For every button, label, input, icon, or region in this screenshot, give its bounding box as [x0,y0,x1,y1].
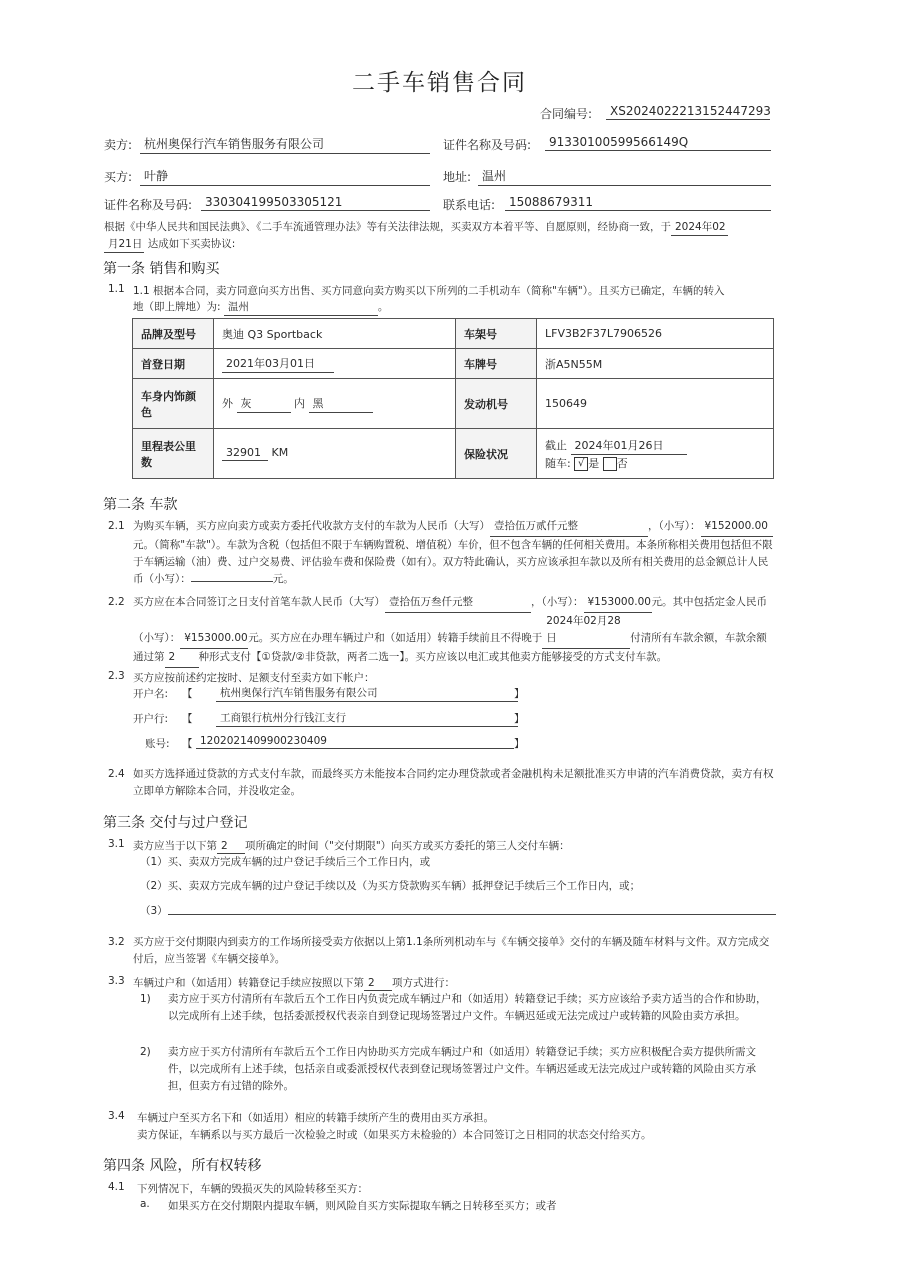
buyer-label: 买方: [104,170,133,184]
p33-a: 车辆过户和（如适用）转籍登记手续应按照以下第 [133,977,364,989]
ins-until: 2024年01月26日 [571,437,687,455]
vin-value: LFV3B2F37L7906526 [537,319,774,349]
p22-deposit: ¥153000.00 [180,630,248,649]
plate-value: 浙A5N55M [537,349,774,379]
p24-num: 2.4 [108,768,125,780]
ins-no-label: 否 [616,456,628,470]
p33-item-2-num: 2) [140,1046,151,1058]
seller-id-label: 证件名称及号码: [443,138,532,152]
acct-name: 杭州奥保行汽车销售服务有限公司 [216,685,518,702]
ins-with-prefix: 随车: [545,456,571,470]
mileage-cell [214,429,456,479]
contract-title: 二手车销售合同 [352,70,527,96]
p22-num: 2.2 [108,596,125,608]
brand-label: 品牌及型号 [133,319,214,349]
contract-no-label: 合同编号: [540,107,593,121]
section-4-heading: 第四条 风险，所有权转移 [103,1158,262,1174]
buyer-addr-label: 地址: [443,170,472,184]
section-2-heading: 第二条 车款 [103,497,178,513]
preamble-date-2: 月21日 [104,236,144,253]
color-label: 车身内饰颜色 [133,379,214,429]
bank-bracket-open: 【 [182,713,193,725]
preamble-text: 根据《中华人民共和国民法典》、《二手车流通管理办法》等有关法律法规，买卖双方本着平等、自愿原则，经协商一致，于 [104,221,671,233]
p21-amount-cn: 壹拾伍万贰仟元整 [490,518,648,537]
seller-label: 卖方: [104,138,133,152]
p34-b: 卖方保证，车辆系以与买方最后一次检验之时或（如果买方未检验的）本合同签订之日相同的状态交付给买方。 [137,1129,652,1141]
preamble [104,219,728,236]
ext-color: 灰 [237,395,291,413]
bank-name: 工商银行杭州分行钱江支行 [216,710,518,727]
acct-name-bracket-close: 】 [514,688,525,700]
preamble-text-2: 达成如下买卖协议: [147,238,236,250]
p22-a: 买方应在本合同签订之日支付首笔车款人民币（大写） [133,596,385,608]
int-prefix: 内 [294,396,305,410]
p22-amount: ¥153000.00 [584,594,652,613]
section-3-heading: 第三条 交付与过户登记 [103,815,248,831]
seller-id-value: 91330100599566149Q [545,135,771,151]
buyer-id-value: 330304199503305121 [201,195,430,211]
p33-item-1: 卖方应于买方付清所有车款后五个工作日内负责完成车辆过户和（如适用）转籍登记手续；买方应该给予卖方适当的合作和协助，以完成所有上述手续，包括委派授权代表亲自到登记现场签署过户文件。车辆迟延或无法完成过户或转籍的风险由卖方承担。 [168,993,767,1022]
p33-b: 项方式进行： [392,977,455,989]
p41-a-num: a. [140,1198,150,1210]
p33-line [133,975,455,991]
ins-until-prefix: 截止 [545,438,567,452]
p31-a: 卖方应当于以下第 [133,840,217,852]
p21-c: 元。（简称"车款"）。车款为含税（包括但不限于车辆购置税、增值税）车价，但不包含车辆的任何相关费用。本条所称相关费用包括但不限于车辆运输（油）费、过户交易费、评估验车费和保险费（如有）。双方特此确认，买方应该承担车款以及所有相关费用的总金额总计人民币（小写）： [133,539,773,585]
p32-text: 买方应于交付期限内到卖方的工作场所接受卖方依据以上第1.1条所列机动车与《车辆交接单》交付的车辆及随车材料与文件。双方完成交付后，应当签署《车辆交接单》。 [133,936,770,965]
acct-no-label: 账号: [145,738,170,750]
p22-f: 种形式支付【①贷款/②非贷款，两者二选一】。买方应该以电汇或其他卖方能够接受的方式支付车款。 [198,651,668,663]
buyer-phone-value: 15088679311 [505,195,771,211]
buyer-name: 叶静 [140,167,430,186]
insurance-label: 保险状况 [456,429,537,479]
p34-a: 车辆过户至买方名下和（如适用）相应的转籍手续所产生的费用由买方承担。 [137,1112,494,1124]
p31-option-3: （3） [140,905,168,917]
p33-num: 3.3 [108,975,125,987]
p23-text: 买方应按前述约定按时、足额支付至卖方如下帐户： [133,672,375,684]
reg-date-label: 首登日期 [133,349,214,379]
p22-method: 2 [165,649,199,668]
p21-d: 元。 [272,573,294,585]
p31-choice: 2 [217,840,245,854]
p21-amount: ¥152000.00 [701,518,773,537]
p21-b: ，（小写）： [648,520,701,532]
p22-b: ，（小写）： [531,596,584,608]
insurance-cell [537,429,774,479]
s1-place-line: 地（即上牌地）为: 温州 。 [133,299,388,316]
contract-no-value: XS20240222131524472​93 [606,104,770,120]
p31-num: 3.1 [108,838,125,850]
p21-total-blank [191,580,273,582]
p31-option-3-blank [168,914,776,915]
p23-num: 2.3 [108,670,125,682]
mileage-unit: KM [271,446,289,459]
vehicle-table [132,318,774,479]
engine-label: 发动机号 [456,379,537,429]
p41-text: 下列情况下，车辆的毁损灭失的风险转移至买方： [137,1183,368,1195]
plate-label: 车牌号 [456,349,537,379]
buyer-id-label: 证件名称及号码: [104,198,193,212]
bank-label: 开户行: [133,713,169,725]
int-color: 黑 [309,395,373,413]
acct-no-bracket-open: 【 [182,738,193,750]
ext-prefix: 外 [222,396,233,410]
preamble-line-2 [104,236,235,253]
buyer-phone-label: 联系电话: [443,198,496,212]
p41-num: 4.1 [108,1181,125,1193]
p22-e: 付清所有车款余额，车款余额通过第 [133,632,767,663]
p31-option-2: （2）买、卖双方完成车辆的过户登记手续以及（为买方贷款购买车辆）抵押登记手续后三个工作日内，或； [140,880,641,892]
color-cell [214,379,456,429]
mileage-label: 里程表公里数 [133,429,214,479]
mileage-value: 32901 [222,446,268,461]
p22-date: 2024年02月28日 [542,613,630,649]
buyer-addr-value: 温州 [478,167,771,186]
preamble-date-1: 2024年02 [671,219,728,236]
s1-place-label: 地（即上牌地）为: [133,301,221,313]
p22-amount-cn: 壹拾伍万叁仟元整 [385,594,531,613]
section-1-heading: 第一条 销售和购买 [103,261,220,277]
vin-label: 车架号 [456,319,537,349]
ins-no-checkbox[interactable] [603,457,617,471]
p33-item-1-num: 1) [140,993,151,1005]
p31-line [133,838,570,854]
reg-date-value: 2021年03月01日 [222,355,334,373]
s1-place: 温州 [224,299,378,316]
p33-item-2: 卖方应于买方付清所有车款后五个工作日内协助买方完成车辆过户和（如适用）转籍登记手续；买方应积极配合卖方提供所需文件，以完成所有上述手续，包括亲自或委派授权代表到登记现场签署过户文件。车辆迟延或无法完成过户或转籍的风险由买方承担，但卖方有过错的除外。 [168,1046,756,1092]
p21 [133,518,775,588]
ins-yes-checkbox[interactable]: √ [574,457,588,471]
p41-a-text: 如果买方在交付期限内提取车辆，则风险自买方实际提取车辆之日转移至买方；或者 [168,1200,557,1212]
engine-value: 150649 [537,379,774,429]
p21-a: 为购买车辆，买方应向卖方或卖方委托代收款方支付的车款为人民币（大写） [133,520,490,532]
acct-no-bracket-close: 】 [514,738,525,750]
p33-choice: 2 [364,977,392,991]
acct-no: 1202021409900230409 [196,735,514,749]
p34-num: 3.4 [108,1110,125,1122]
p22 [133,594,775,668]
bank-bracket-close: 】 [514,713,525,725]
p22-c: 元。其中包括定金人民币（小写）： [133,596,767,644]
p31-option-1: （1）买、卖双方完成车辆的过户登记手续后三个工作日内，或 [140,856,431,868]
acct-name-label: 开户名: [133,688,169,700]
p22-d: 元。买方应在办理车辆过户和（如适用）转籍手续前且不得晚于 [248,632,543,644]
s1-text: 1.1 根据本合同，卖方同意向买方出售、买方同意向卖方购买以下所列的二手机动车（简称"车辆"）。且买方已确定，车辆的转入 [133,285,725,297]
p32-num: 3.2 [108,936,125,948]
p24-text: 如买方选择通过贷款的方式支付车款，而最终买方未能按本合同约定办理贷款或者金融机构未足额批准买方申请的汽车消费贷款，卖方有权立即单方解除本合同，并没收定金。 [133,768,774,797]
p21-num: 2.1 [108,520,125,532]
brand-value: 奥迪 Q3 Sportback [214,319,456,349]
seller-name: 杭州奥保行汽车销售服务有限公司 [140,135,430,154]
p31-b: 项所确定的时间（"交付期限"）向买方或买方委托的第三人交付车辆： [245,840,570,852]
ins-yes-label: 是 [588,456,600,470]
acct-name-bracket-open: 【 [182,688,193,700]
reg-date-cell [214,349,456,379]
s1-num: 1.1 [108,283,125,295]
